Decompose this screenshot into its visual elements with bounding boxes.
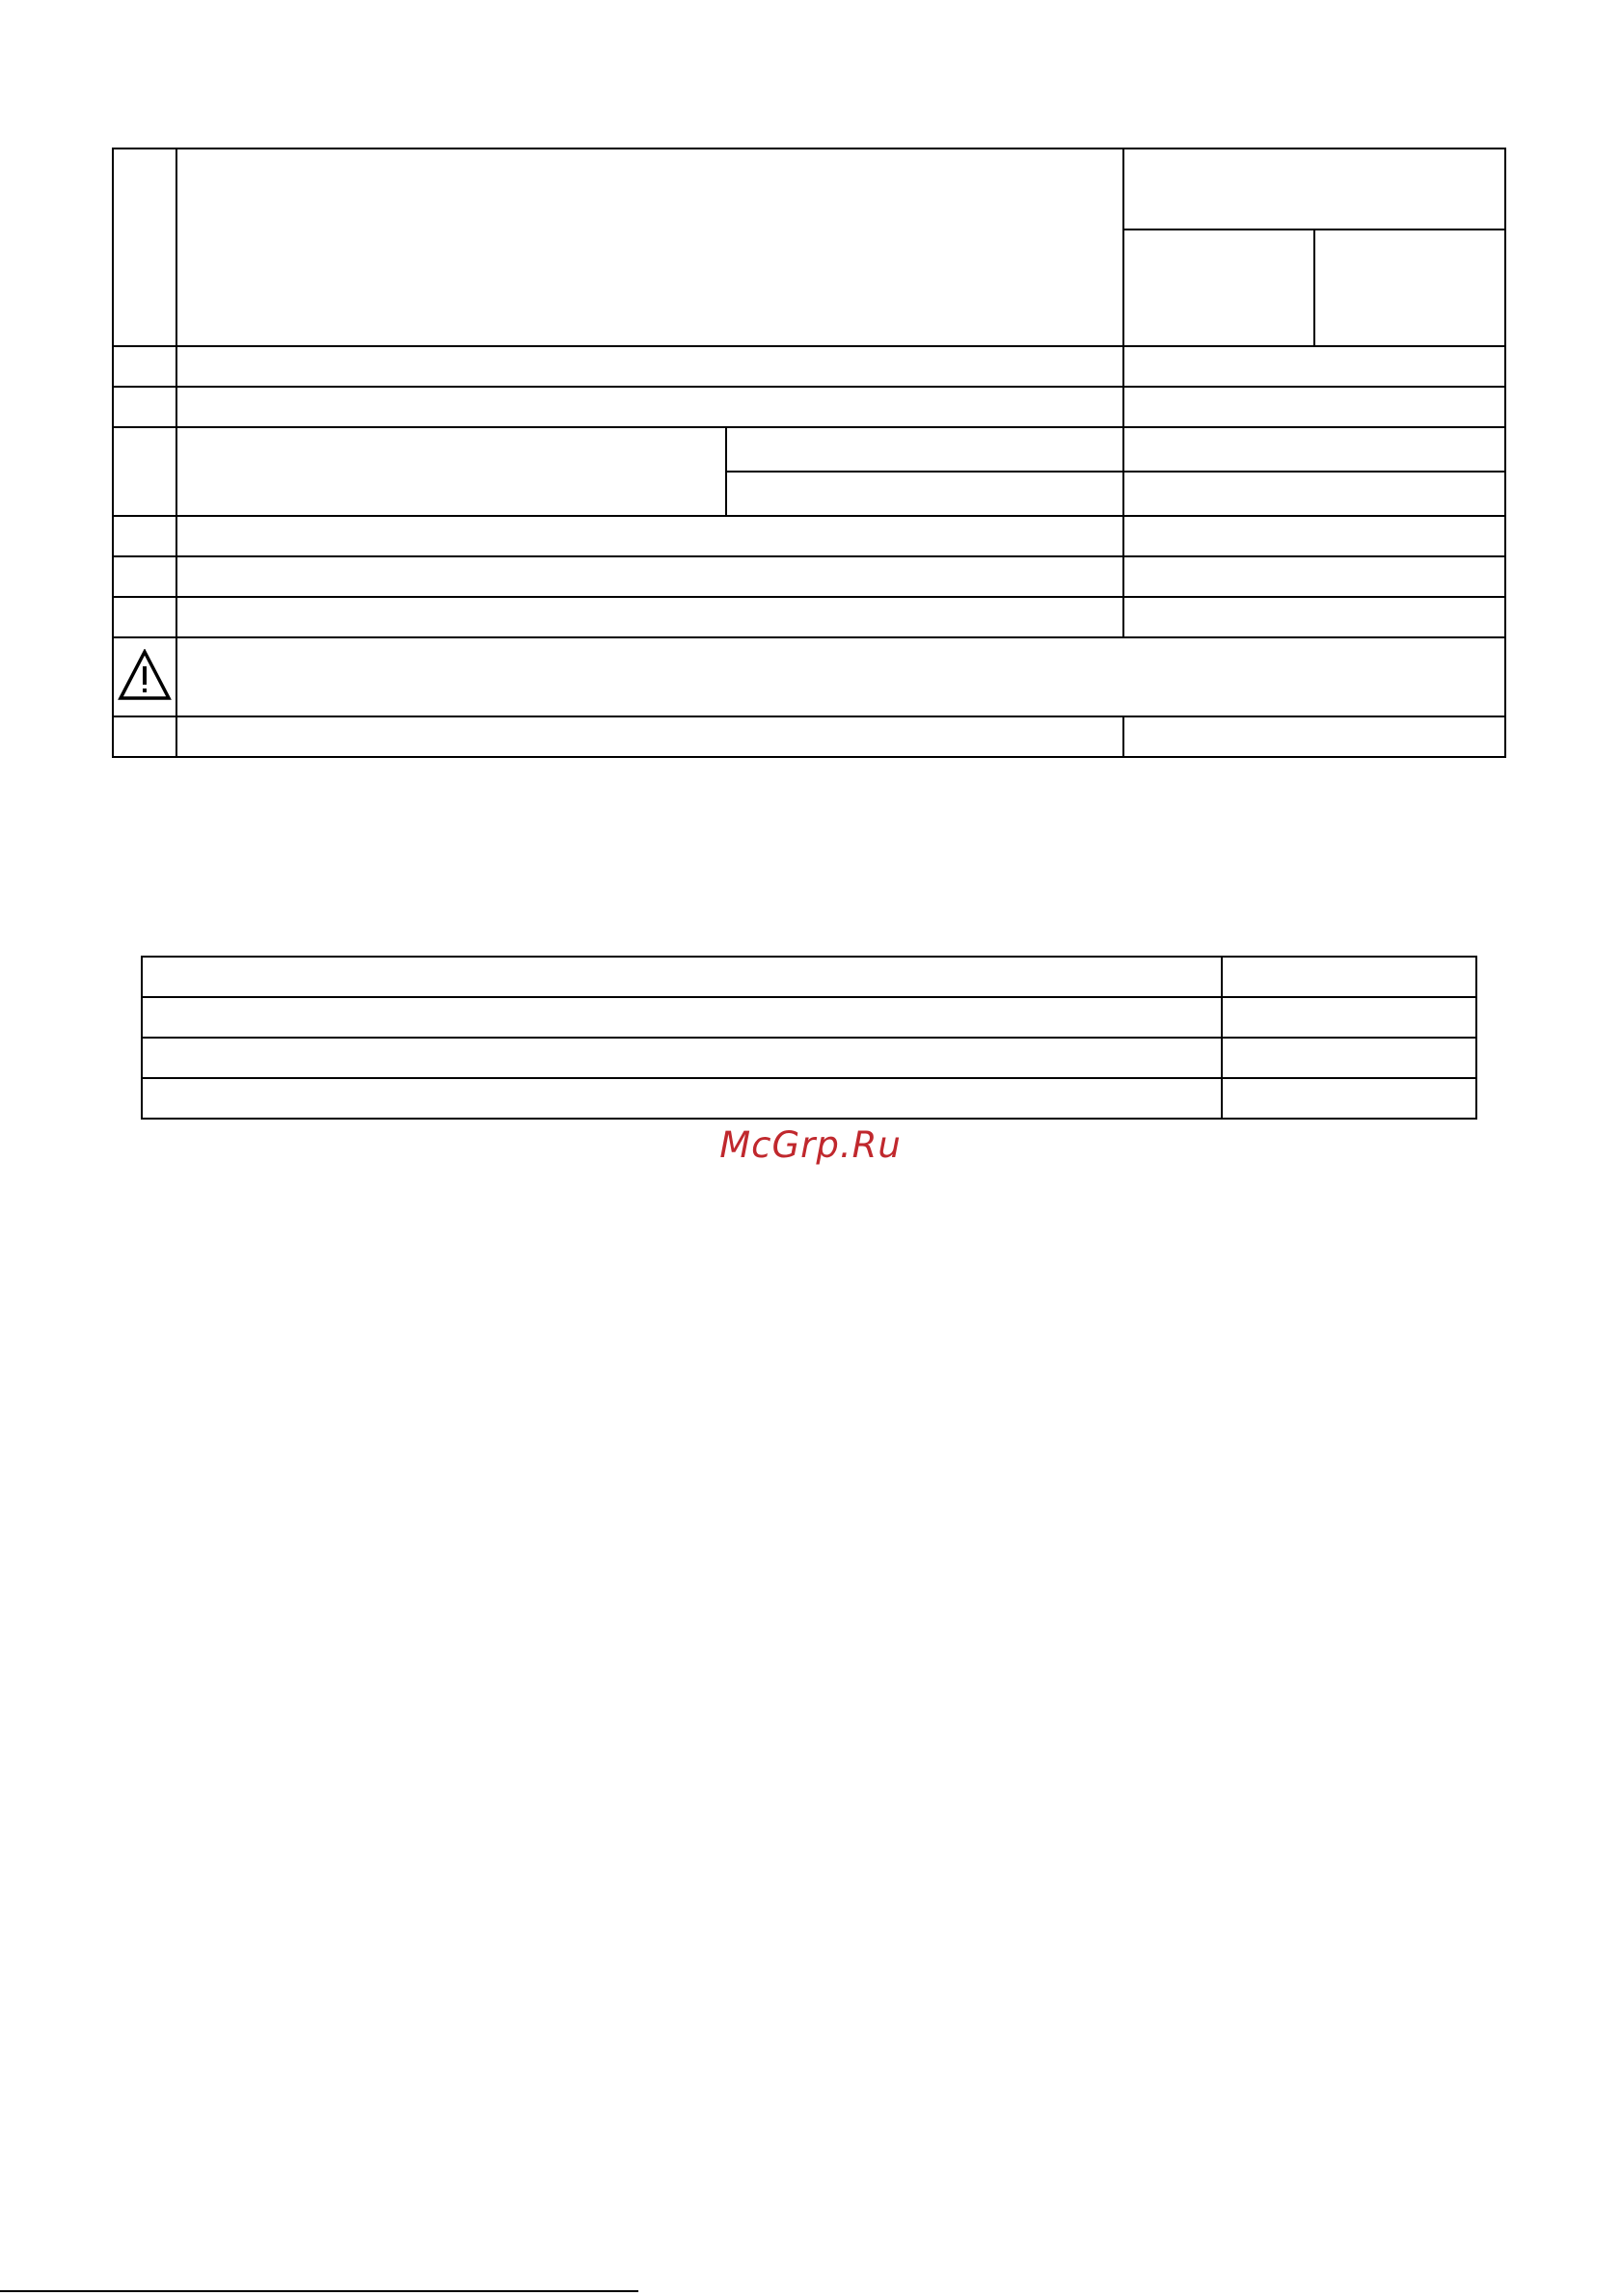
table-cell bbox=[176, 597, 1123, 637]
table-cell bbox=[176, 427, 726, 516]
table-cell bbox=[176, 556, 1123, 597]
table-cell bbox=[176, 716, 1123, 757]
table-row bbox=[113, 346, 1505, 387]
warning-triangle-icon bbox=[118, 649, 172, 701]
table-cell bbox=[1123, 346, 1505, 387]
table-row bbox=[142, 957, 1476, 997]
table-cell bbox=[1123, 597, 1505, 637]
table-row bbox=[113, 427, 1505, 472]
secondary-table bbox=[141, 956, 1477, 1120]
table-cell bbox=[142, 1038, 1222, 1078]
table-row bbox=[142, 997, 1476, 1038]
table-cell bbox=[1123, 472, 1505, 516]
table-row bbox=[142, 1038, 1476, 1078]
table-cell bbox=[1123, 387, 1505, 427]
table-header-row bbox=[113, 149, 1505, 230]
table-row bbox=[113, 516, 1505, 556]
table-cell bbox=[113, 716, 176, 757]
footer-divider bbox=[0, 2290, 638, 2292]
table-cell bbox=[113, 387, 176, 427]
table-cell bbox=[1123, 556, 1505, 597]
table-cell bbox=[142, 997, 1222, 1038]
warning-cell bbox=[113, 637, 176, 716]
table-cell bbox=[1123, 149, 1505, 230]
table-row bbox=[113, 556, 1505, 597]
specification-table bbox=[112, 148, 1506, 758]
table-cell bbox=[176, 387, 1123, 427]
watermark: McGrp.Ru bbox=[719, 1124, 902, 1166]
table-row bbox=[113, 597, 1505, 637]
table-cell bbox=[113, 149, 176, 346]
table-cell bbox=[113, 346, 176, 387]
table-cell bbox=[113, 597, 176, 637]
table-cell bbox=[1123, 230, 1314, 346]
table-row bbox=[113, 716, 1505, 757]
table-cell bbox=[1123, 716, 1505, 757]
table-cell bbox=[726, 472, 1123, 516]
table-cell bbox=[142, 1078, 1222, 1119]
table-cell bbox=[1222, 1038, 1476, 1078]
table-cell bbox=[1222, 1078, 1476, 1119]
table-cell bbox=[113, 427, 176, 516]
table-cell bbox=[176, 516, 1123, 556]
table-cell bbox=[113, 556, 176, 597]
table-cell bbox=[1123, 427, 1505, 472]
table-cell bbox=[1314, 230, 1505, 346]
table-cell bbox=[113, 516, 176, 556]
table-cell bbox=[1222, 957, 1476, 997]
warning-row bbox=[113, 637, 1505, 716]
table-cell bbox=[176, 637, 1505, 716]
table-cell bbox=[1123, 516, 1505, 556]
table-cell bbox=[176, 149, 1123, 346]
table-cell bbox=[142, 957, 1222, 997]
table-cell bbox=[1222, 997, 1476, 1038]
table-cell bbox=[726, 427, 1123, 472]
table-row bbox=[142, 1078, 1476, 1119]
table-row bbox=[113, 387, 1505, 427]
table-cell bbox=[176, 346, 1123, 387]
